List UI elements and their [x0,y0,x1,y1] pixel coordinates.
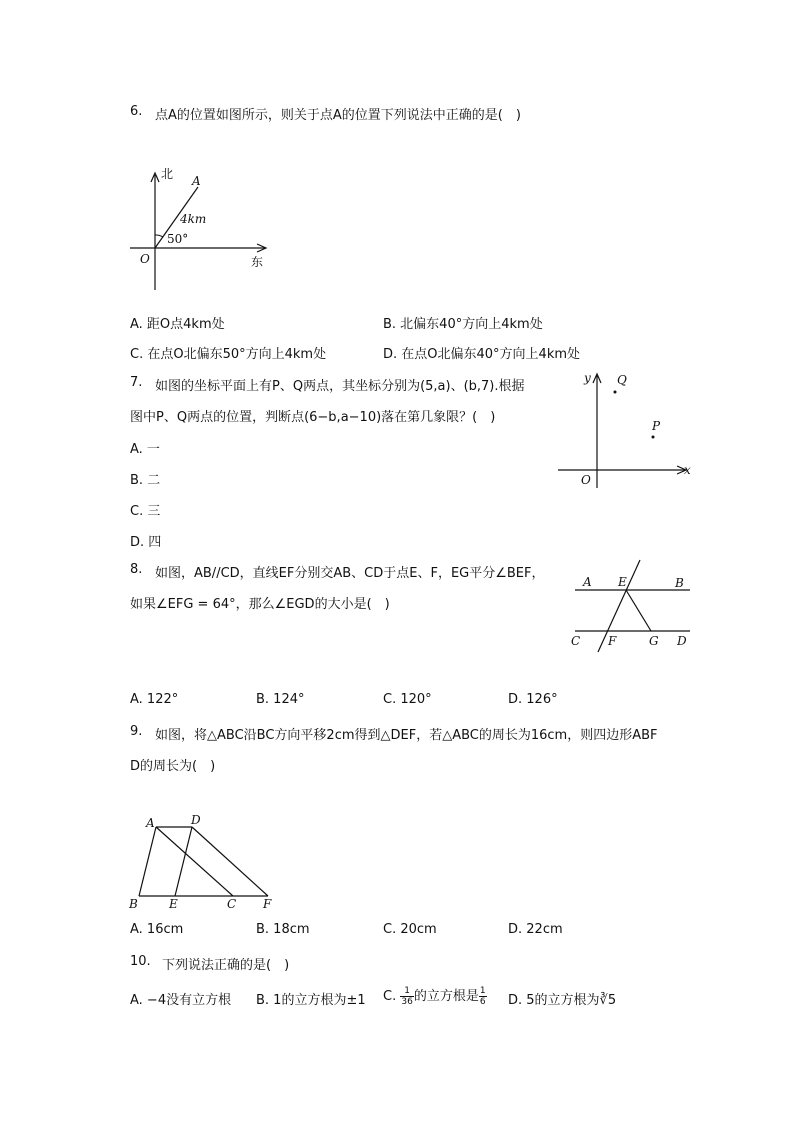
q10-option-a: A. −4没有立方根 [130,993,232,1008]
label-f: F [608,634,617,648]
fraction-numerator: 1 [479,986,486,996]
label-e: E [169,897,178,911]
q9-stem-line1: 如图，将△ABC沿BC方向平移2cm得到△DEF，若△ABC的周长为16cm，则四边形ABF [155,728,658,743]
q7-option-a: A. 一 [130,442,160,457]
point-p-label: P [652,419,661,433]
q7-option-d: D. 四 [130,535,162,550]
q6-option-d: D. 在点O北偏东40°方向上4km处 [383,347,581,362]
q7-option-b: B. 二 [130,473,161,488]
q8-option-a: A. 122° [130,692,179,707]
q8-number: 8. [130,562,143,577]
fraction-denominator: 36 [401,997,413,1007]
q10-number: 10. [130,954,151,969]
label-b: B [129,897,138,911]
label-e: E [618,575,627,589]
y-axis-label: y [584,371,591,385]
q8-option-c: C. 120° [383,692,432,707]
q9-stem-line2: D的周长为( ) [130,759,216,774]
q7-stem-line1: 如图的坐标平面上有P、Q两点，其坐标分别为(5,a)、(b,7).根据 [155,379,525,394]
label-c: C [227,897,237,911]
point-q-label: Q [617,373,627,387]
origin-label: O [581,473,591,487]
fraction-1-6 [479,986,487,1007]
fraction-denominator: 6 [479,997,486,1007]
east-label: 东 [251,255,264,269]
q8-stem-line2: 如果∠EFG = 64°，那么∠EGD的大小是( ) [130,597,390,612]
label-g: G [649,634,659,648]
q9-number: 9. [130,724,143,739]
q6-number: 6. [130,104,143,119]
q10-option-c [383,985,487,1007]
fraction-1-36 [400,986,413,1007]
q6-figure [125,165,275,295]
label-d: D [191,813,201,827]
q8-stem-line1: 如图，AB//CD，直线EF分别交AB、CD于点E、F，EG平分∠BEF， [155,566,545,581]
origin-label: O [140,252,150,266]
q6-option-a: A. 距O点4km处 [130,317,225,332]
q6-option-c: C. 在点O北偏东50°方向上4km处 [130,347,327,362]
q6-stem: 点A的位置如图所示，则关于点A的位置下列说法中正确的是( ) [155,108,521,123]
q9-option-a: A. 16cm [130,922,184,937]
x-axis-label: x [684,463,691,477]
q8-option-d: D. 126° [508,692,558,707]
q7-number: 7. [130,375,143,390]
label-a: A [583,575,592,589]
q10-option-c-mid: 的立方根是 [413,989,479,1004]
q10-option-b: B. 1的立方根为±1 [256,993,366,1008]
label-f: F [263,897,272,911]
q9-option-c: C. 20cm [383,922,437,937]
q10-stem: 下列说法正确的是( ) [162,958,290,973]
q9-option-b: B. 18cm [256,922,310,937]
q8-option-b: B. 124° [256,692,305,707]
q10-option-d: D. 5的立方根为∛5 [508,993,617,1008]
q8-figure [565,560,695,655]
q9-figure [125,812,285,912]
q6-option-b: B. 北偏东40°方向上4km处 [383,317,543,332]
q10-option-c-prefix: C. [383,989,397,1004]
north-label: 北 [161,167,174,181]
distance-label: 4km [180,212,207,226]
q7-figure [555,370,700,490]
angle-label: 50° [167,232,189,246]
label-c: C [571,634,581,648]
q7-stem-line2: 图中P、Q两点的位置，判断点(6−b,a−10)落在第几象限？( ) [130,410,496,425]
label-a: A [146,816,155,830]
fraction-numerator: 1 [400,986,413,997]
q7-option-c: C. 三 [130,504,161,519]
label-d: D [677,634,687,648]
point-a-label: A [192,174,201,188]
q9-option-d: D. 22cm [508,922,563,937]
label-b: B [675,576,684,590]
